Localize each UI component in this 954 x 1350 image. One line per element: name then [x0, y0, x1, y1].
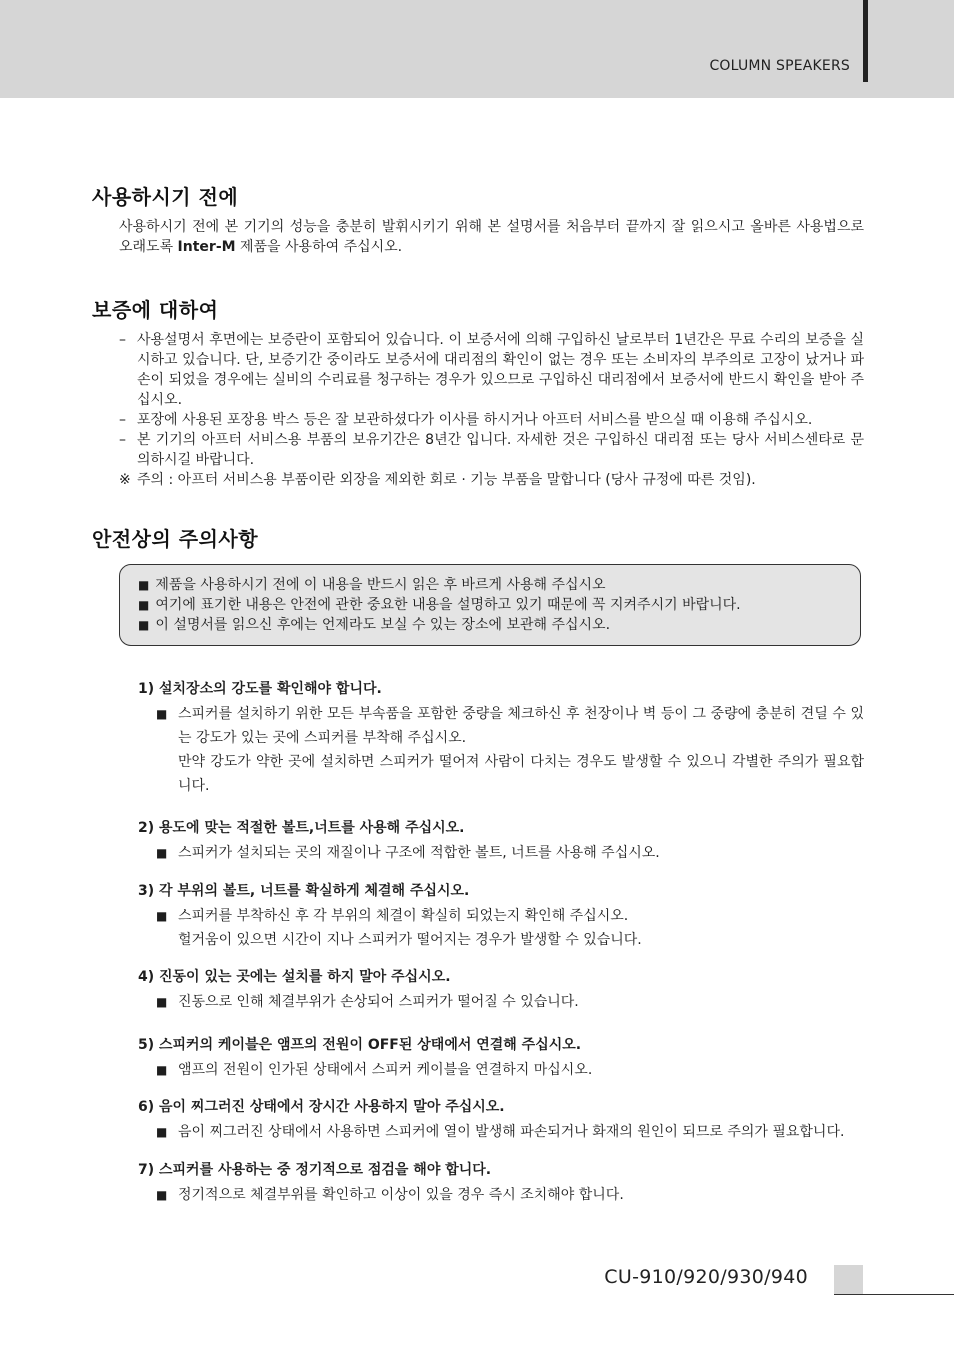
header-accent-bar	[863, 0, 868, 82]
notice-line	[138, 575, 860, 595]
square-bullet-icon: ■	[156, 909, 168, 923]
safety-item-body	[138, 702, 864, 798]
warranty-item-text: 포장에 사용된 포장용 박스 등은 잘 보관하셨다가 이사를 하시거나 아프터 서비스를 받으실 때 이용해 주십시오.	[137, 412, 813, 428]
safety-item-text: 정기적으로 체결부위를 확인하고 이상이 있을 경우 즉시 조치해야 합니다.	[178, 1187, 624, 1203]
safety-item-body	[138, 990, 864, 1014]
safety-item	[138, 1160, 864, 1207]
safety-item-text: 음이 찌그러진 상태에서 사용하면 스피커에 열이 발생해 파손되거나 화재의 원인이 되므로 주의가 필요합니다.	[178, 1124, 845, 1140]
warranty-list	[119, 330, 864, 490]
safety-item-heading: 5) 스피커의 케이블은 앰프의 전원이 OFF된 상태에서 연결해 주십시오.	[138, 1037, 582, 1053]
safety-item-heading: 6) 음이 찌그러진 상태에서 장시간 사용하지 말아 주십시오.	[138, 1099, 505, 1115]
safety-item-text: 스피커를 설치하기 위한 모든 부속품을 포함한 중량을 체크하신 후 천장이나 벽 등이 그 중량에 충분히 견딜 수 있는 강도가 있는 곳에 스피커를 부착해 주십시오.	[178, 706, 864, 746]
safety-item-body	[138, 1183, 864, 1207]
warranty-item	[119, 430, 864, 470]
safety-item	[138, 818, 864, 865]
safety-item	[138, 1097, 864, 1144]
safety-item-text: 스피커가 설치되는 곳의 재질이나 구조에 적합한 볼트, 너트를 사용해 주십시오.	[178, 845, 660, 861]
dash-marker: –	[119, 332, 126, 348]
safety-item-text: 진동으로 인해 체결부위가 손상되어 스피커가 떨어질 수 있습니다.	[178, 994, 579, 1010]
safety-item-heading: 4) 진동이 있는 곳에는 설치를 하지 말아 주십시오.	[138, 969, 451, 985]
notice-text: 제품을 사용하시기 전에 이 내용을 반드시 읽은 후 바르게 사용해 주십시오	[155, 577, 606, 593]
warranty-item	[119, 330, 864, 410]
safety-notice-box	[119, 564, 861, 646]
square-bullet-icon: ■	[138, 578, 150, 592]
intro-text-after: 제품을 사용하여 주십시오.	[235, 239, 403, 255]
dash-marker: –	[119, 412, 126, 428]
footer-model-number: CU-910/920/930/940	[604, 1266, 808, 1288]
safety-item-text-2: 만약 강도가 약한 곳에 설치하면 스피커가 떨어져 사람이 다치는 경우도 발생할 수 있으니 각별한 주의가 필요합니다.	[178, 754, 864, 794]
warranty-note	[119, 470, 864, 490]
safety-item-body	[138, 1120, 864, 1144]
safety-item-heading: 7) 스피커를 사용하는 중 정기적으로 점검을 해야 합니다.	[138, 1162, 492, 1178]
square-bullet-icon: ■	[138, 598, 150, 612]
header-title: COLUMN SPEAKERS	[709, 58, 850, 74]
warranty-note-text: 주의 : 아프터 서비스용 부품이란 외장을 제외한 회로 · 기능 부품을 말합니다 (당사 규정에 따른 것임).	[137, 472, 756, 488]
warranty-item	[119, 410, 864, 430]
safety-item	[138, 881, 864, 952]
safety-item-heading: 3) 각 부위의 볼트, 너트를 확실하게 체결해 주십시오.	[138, 883, 470, 899]
square-bullet-icon: ■	[156, 1188, 168, 1202]
safety-item-heading: 2) 용도에 맞는 적절한 볼트,너트를 사용해 주십시오.	[138, 820, 465, 836]
safety-item-body	[138, 841, 864, 865]
square-bullet-icon: ■	[156, 846, 168, 860]
square-bullet-icon: ■	[156, 707, 168, 721]
safety-item-text-2: 헐거움이 있으면 시간이 지나 스피커가 떨어지는 경우가 발생할 수 있습니다.	[178, 932, 642, 948]
footer-page-block	[834, 1265, 863, 1294]
header-band	[0, 0, 954, 98]
notice-line	[138, 615, 860, 635]
square-bullet-icon: ■	[156, 1125, 168, 1139]
safety-item	[138, 967, 864, 1014]
warranty-title: 보증에 대하여	[92, 298, 219, 322]
notice-line	[138, 595, 860, 615]
safety-item-body	[138, 1058, 864, 1082]
safety-item	[138, 1035, 864, 1082]
warranty-item-text: 본 기기의 아프터 서비스용 부품의 보유기간은 8년간 입니다. 자세한 것은 구입하신 대리점 또는 당사 서비스센타로 문의하시길 바랍니다.	[137, 432, 864, 468]
warranty-item-text: 사용설명서 후면에는 보증란이 포함되어 있습니다. 이 보증서에 의해 구입하신 날로부터 1년간은 무료 수리의 보증을 실시하고 있습니다. 단, 보증기간 중이라도 보증서에 대리점의 확인이 없는 경우 또는 소비자의 부주의로 고장이 났거나 파손이 되었을 경우에는 실비의 수리료를 청구하는 경우가 있으므로 구입하신 대리점에서 보증서에 반드시 확인을 받아 주십시오.	[137, 332, 864, 408]
square-bullet-icon: ■	[156, 1063, 168, 1077]
safety-item-body	[138, 904, 864, 952]
intro-text-before: 사용하시기 전에 본 기기의 성능을 충분히 발휘시키기 위해 본 설명서를 처음부터 끝까지 잘 읽으시고 올바른 사용법으로 오래도록	[119, 219, 864, 255]
intro-paragraph	[119, 217, 864, 257]
dash-marker: –	[119, 432, 126, 448]
safety-item	[138, 679, 864, 798]
footer-rule	[834, 1294, 954, 1295]
square-bullet-icon: ■	[138, 618, 150, 632]
notice-text: 이 설명서를 읽으신 후에는 언제라도 보실 수 있는 장소에 보관해 주십시오.	[155, 617, 611, 633]
safety-item-text: 앰프의 전원이 인가된 상태에서 스피커 케이블을 연결하지 마십시오.	[178, 1062, 593, 1078]
square-bullet-icon: ■	[156, 995, 168, 1009]
brand-name: Inter-M	[177, 239, 236, 255]
intro-title: 사용하시기 전에	[92, 185, 239, 209]
reference-mark: ※	[119, 472, 131, 488]
safety-item-heading: 1) 설치장소의 강도를 확인해야 합니다.	[138, 681, 382, 697]
safety-item-text: 스피커를 부착하신 후 각 부위의 체결이 확실히 되었는지 확인해 주십시오.	[178, 908, 629, 924]
safety-title: 안전상의 주의사항	[92, 527, 259, 551]
notice-text: 여기에 표기한 내용은 안전에 관한 중요한 내용을 설명하고 있기 때문에 꼭 지켜주시기 바랍니다.	[155, 597, 741, 613]
